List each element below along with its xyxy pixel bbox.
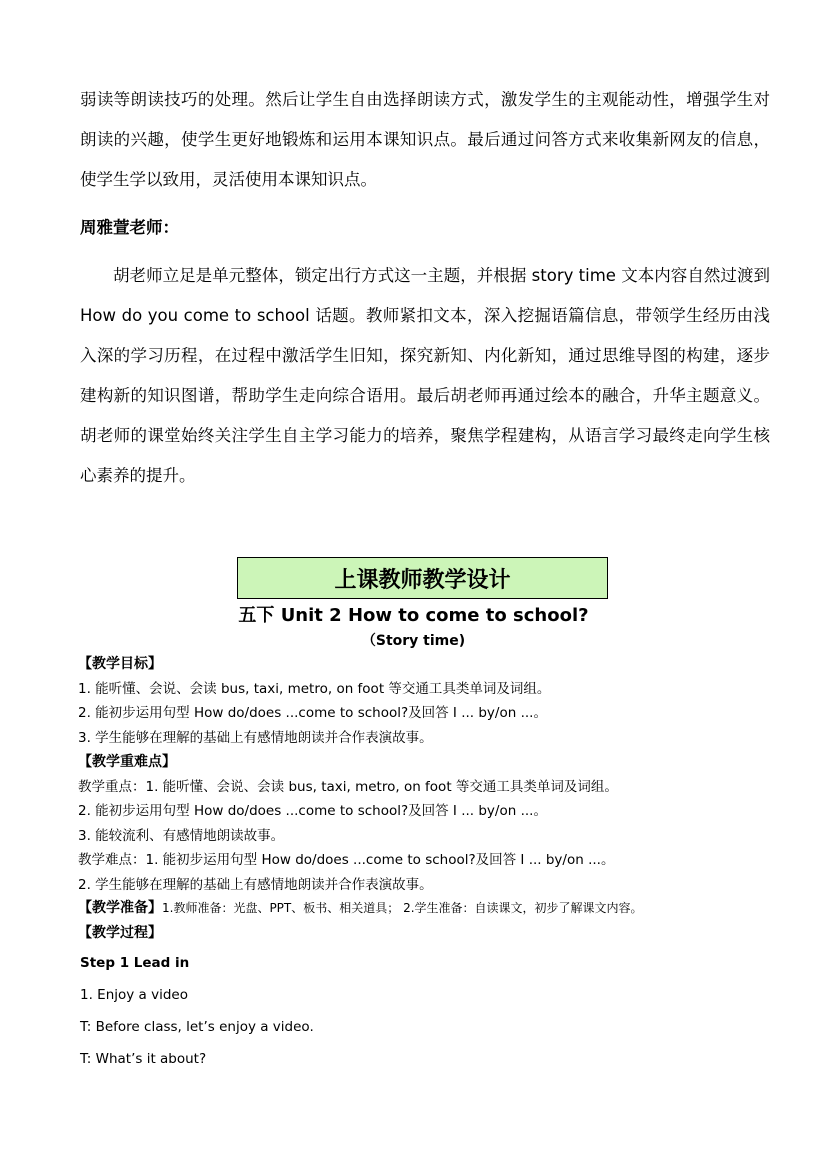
- objectives-section: [78, 652, 778, 750]
- key-point-item: 2. 能初步运用句型 How do/does ...come to school?及回答 I ... by/on ...。: [78, 803, 547, 819]
- preparation-heading: 【教学准备】: [78, 900, 162, 916]
- preparation-text: 1.教师准备：光盘、PPT、板书、相关道具； 2.学生准备：自读课文，初步了解课文内容。: [162, 901, 643, 915]
- key-point-item: 教学难点：1. 能初步运用句型 How do/does ...come to school?及回答 I ... by/on ...。: [78, 852, 615, 868]
- dialogue-line: T: Before class, let’s enjoy a video.: [80, 1019, 314, 1035]
- key-point-item: 教学重点：1. 能听懂、会说、会读 bus, taxi, metro, on foot 等交通工具类单词及词组。: [78, 778, 618, 795]
- lesson-design-title: 上课教师教学设计: [334, 567, 511, 593]
- key-points-section: [78, 750, 778, 897]
- process-heading: 【教学过程】: [78, 925, 162, 941]
- step-1-heading: Step 1 Lead in: [80, 955, 190, 971]
- unit-title: 五下 Unit 2 How to come to school?: [238, 605, 589, 626]
- lesson-design-title-box: [237, 557, 608, 599]
- review-paragraph-2: 胡老师立足是单元整体，锁定出行方式这一主题，并根据 story time 文本内容自然过渡到 How do you come to school 话题。教师紧扣文本，深入挖掘语篇信息，带领学生经历由浅入深的学习历程，在过程中激活学生旧知，探究新知、内化新知，通过思维导图的构建，逐步建构新的知识图谱，帮助学生走向综合语用。最后胡老师再通过绘本的融合，升华主题意义。胡老师的课堂始终关注学生自主学习能力的培养，聚焦学程建构，从语言学习最终走向学生核心素养的提升。: [80, 266, 770, 485]
- key-points-heading: 【教学重难点】: [78, 754, 176, 770]
- objective-item: 1. 能听懂、会说、会读 bus, taxi, metro, on foot 等交通工具类单词及词组。: [78, 680, 551, 697]
- teacher-comment-heading: 周雅萱老师：: [80, 218, 179, 237]
- objective-item: 2. 能初步运用句型 How do/does ...come to school?及回答 I ... by/on ...。: [78, 705, 547, 721]
- preparation-line: [78, 897, 643, 917]
- dialogue-line: T: What’s it about?: [80, 1051, 207, 1067]
- review-paragraph-1: 弱读等朗读技巧的处理。然后让学生自由选择朗读方式，激发学生的主观能动性，增强学生对朗读的兴趣，使学生更好地锻炼和运用本课知识点。最后通过问答方式来收集新网友的信息，使学生学以致用，灵活使用本课知识点。: [80, 90, 770, 189]
- story-time-subtitle: （Story time): [361, 633, 466, 649]
- step-item: 1. Enjoy a video: [80, 987, 188, 1003]
- key-point-item: 3. 能较流利、有感情地朗读故事。: [78, 827, 285, 844]
- objectives-heading: 【教学目标】: [78, 656, 162, 672]
- objective-item: 3. 学生能够在理解的基础上有感情地朗读并合作表演故事。: [78, 729, 433, 746]
- key-point-item: 2. 学生能够在理解的基础上有感情地朗读并合作表演故事。: [78, 876, 433, 893]
